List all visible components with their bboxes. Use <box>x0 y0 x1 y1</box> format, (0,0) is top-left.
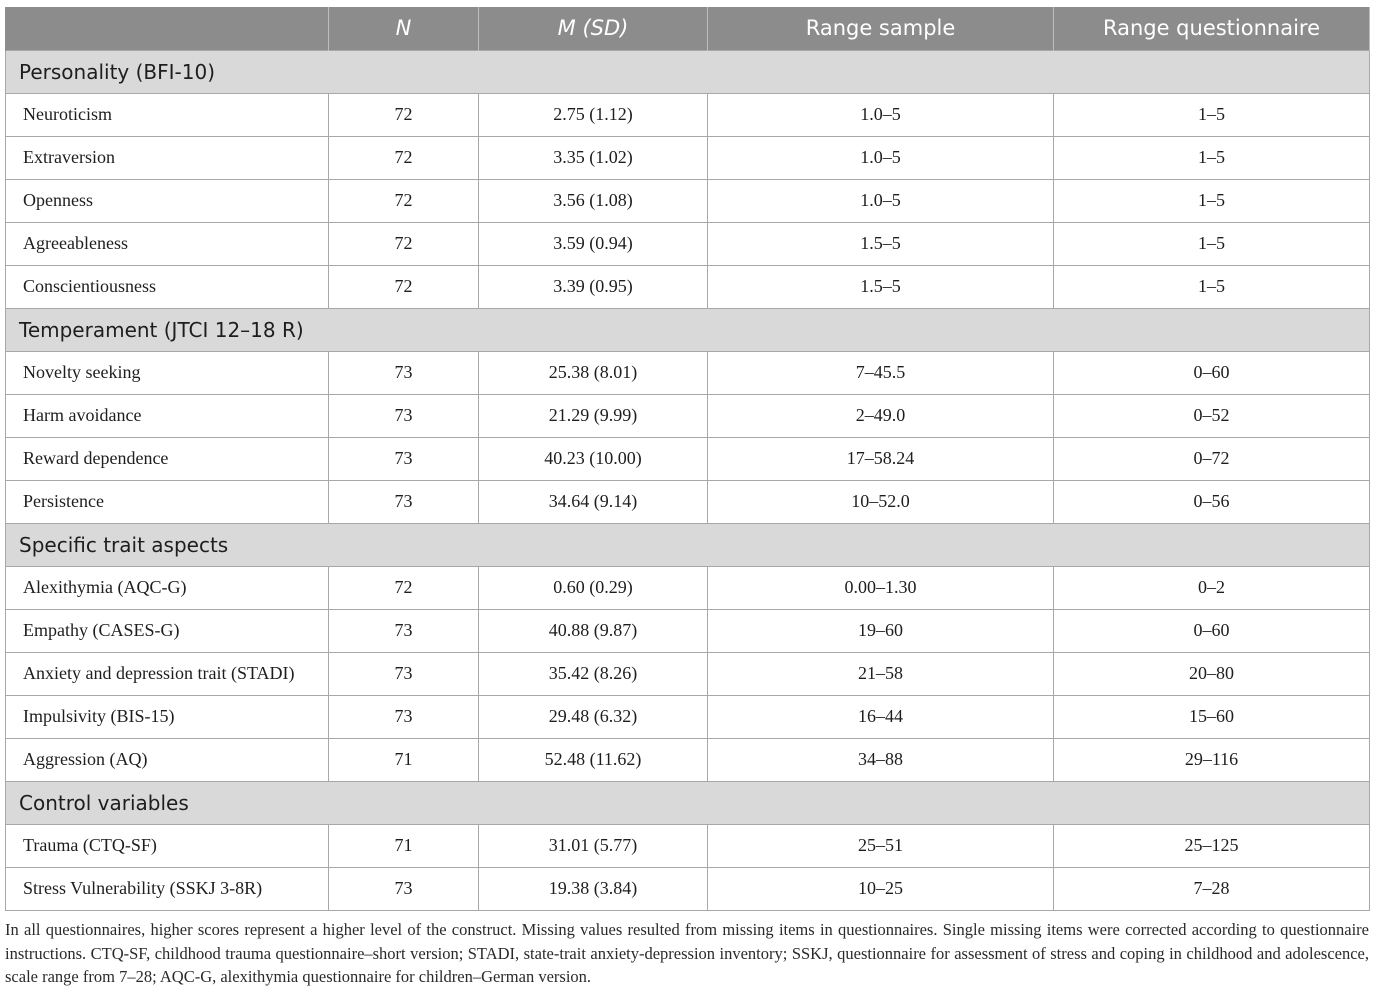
row-label: Extraversion <box>6 136 329 179</box>
cell-range-questionnaire: 0–60 <box>1054 609 1370 652</box>
table-row <box>6 480 1370 523</box>
cell-mean-sd: 19.38 (3.84) <box>479 867 708 910</box>
cell-range-questionnaire: 7–28 <box>1054 867 1370 910</box>
cell-range-sample: 21–58 <box>708 652 1054 695</box>
table-row <box>6 93 1370 136</box>
cell-mean-sd: 3.59 (0.94) <box>479 222 708 265</box>
table-row <box>6 824 1370 867</box>
cell-mean-sd: 29.48 (6.32) <box>479 695 708 738</box>
cell-n: 72 <box>329 179 479 222</box>
cell-n: 73 <box>329 394 479 437</box>
cell-range-sample: 1.0–5 <box>708 136 1054 179</box>
cell-mean-sd: 3.35 (1.02) <box>479 136 708 179</box>
cell-range-sample: 7–45.5 <box>708 351 1054 394</box>
cell-range-questionnaire: 0–60 <box>1054 351 1370 394</box>
cell-range-sample: 1.5–5 <box>708 222 1054 265</box>
row-label: Openness <box>6 179 329 222</box>
row-label: Aggression (AQ) <box>6 738 329 781</box>
cell-n: 72 <box>329 93 479 136</box>
cell-range-sample: 2–49.0 <box>708 394 1054 437</box>
cell-n: 71 <box>329 824 479 867</box>
table-row <box>6 867 1370 910</box>
cell-mean-sd: 31.01 (5.77) <box>479 824 708 867</box>
cell-n: 73 <box>329 652 479 695</box>
cell-range-sample: 16–44 <box>708 695 1054 738</box>
row-label: Stress Vulnerability (SSKJ 3-8R) <box>6 867 329 910</box>
table-row <box>6 222 1370 265</box>
cell-range-questionnaire: 1–5 <box>1054 222 1370 265</box>
table-row <box>6 136 1370 179</box>
row-label: Trauma (CTQ-SF) <box>6 824 329 867</box>
cell-mean-sd: 21.29 (9.99) <box>479 394 708 437</box>
cell-range-questionnaire: 29–116 <box>1054 738 1370 781</box>
section-title: Temperament (JTCI 12–18 R) <box>6 308 1370 351</box>
cell-mean-sd: 25.38 (8.01) <box>479 351 708 394</box>
cell-mean-sd: 35.42 (8.26) <box>479 652 708 695</box>
cell-range-questionnaire: 1–5 <box>1054 93 1370 136</box>
cell-range-questionnaire: 1–5 <box>1054 265 1370 308</box>
table-header <box>6 7 1370 50</box>
cell-range-sample: 17–58.24 <box>708 437 1054 480</box>
section-title: Personality (BFI-10) <box>6 50 1370 93</box>
cell-range-sample: 10–25 <box>708 867 1054 910</box>
cell-range-questionnaire: 20–80 <box>1054 652 1370 695</box>
cell-range-questionnaire: 0–72 <box>1054 437 1370 480</box>
table-row <box>6 609 1370 652</box>
cell-n: 73 <box>329 867 479 910</box>
cell-mean-sd: 34.64 (9.14) <box>479 480 708 523</box>
cell-n: 72 <box>329 222 479 265</box>
table-row <box>6 265 1370 308</box>
row-label: Impulsivity (BIS-15) <box>6 695 329 738</box>
cell-range-sample: 25–51 <box>708 824 1054 867</box>
cell-mean-sd: 0.60 (0.29) <box>479 566 708 609</box>
table-body <box>6 50 1370 910</box>
table-row <box>6 437 1370 480</box>
row-label: Anxiety and depression trait (STADI) <box>6 652 329 695</box>
row-label: Persistence <box>6 480 329 523</box>
descriptive-statistics-table-container <box>5 7 1369 911</box>
cell-range-questionnaire: 0–56 <box>1054 480 1370 523</box>
cell-range-questionnaire: 0–2 <box>1054 566 1370 609</box>
cell-n: 73 <box>329 609 479 652</box>
cell-range-questionnaire: 0–52 <box>1054 394 1370 437</box>
cell-range-sample: 1.0–5 <box>708 179 1054 222</box>
cell-mean-sd: 3.39 (0.95) <box>479 265 708 308</box>
cell-range-sample: 1.0–5 <box>708 93 1054 136</box>
cell-range-questionnaire: 25–125 <box>1054 824 1370 867</box>
cell-range-sample: 1.5–5 <box>708 265 1054 308</box>
section-header-row <box>6 523 1370 566</box>
cell-n: 71 <box>329 738 479 781</box>
cell-range-sample: 0.00–1.30 <box>708 566 1054 609</box>
header-range-questionnaire: Range questionnaire <box>1054 7 1370 50</box>
cell-n: 73 <box>329 351 479 394</box>
cell-n: 72 <box>329 566 479 609</box>
header-row <box>6 7 1370 50</box>
table-row <box>6 738 1370 781</box>
row-label: Agreeableness <box>6 222 329 265</box>
row-label: Reward dependence <box>6 437 329 480</box>
cell-n: 73 <box>329 480 479 523</box>
cell-mean-sd: 40.88 (9.87) <box>479 609 708 652</box>
cell-n: 73 <box>329 695 479 738</box>
header-label-column <box>6 7 329 50</box>
cell-mean-sd: 3.56 (1.08) <box>479 179 708 222</box>
descriptive-statistics-table <box>5 7 1370 911</box>
cell-mean-sd: 52.48 (11.62) <box>479 738 708 781</box>
cell-range-sample: 19–60 <box>708 609 1054 652</box>
cell-range-questionnaire: 1–5 <box>1054 136 1370 179</box>
row-label: Novelty seeking <box>6 351 329 394</box>
table-row <box>6 695 1370 738</box>
cell-range-sample: 10–52.0 <box>708 480 1054 523</box>
table-row <box>6 652 1370 695</box>
cell-n: 72 <box>329 136 479 179</box>
row-label: Neuroticism <box>6 93 329 136</box>
header-mean-sd: M (SD) <box>479 7 708 50</box>
section-title: Specific trait aspects <box>6 523 1370 566</box>
header-range-sample: Range sample <box>708 7 1054 50</box>
row-label: Alexithymia (AQC-G) <box>6 566 329 609</box>
section-title: Control variables <box>6 781 1370 824</box>
section-header-row <box>6 781 1370 824</box>
row-label: Empathy (CASES-G) <box>6 609 329 652</box>
section-header-row <box>6 308 1370 351</box>
cell-mean-sd: 2.75 (1.12) <box>479 93 708 136</box>
cell-n: 72 <box>329 265 479 308</box>
table-footnote: In all questionnaires, higher scores represent a higher level of the construct. Missing values resulted from missing items in questionnaires. Single missing items were corrected according to questionnaire instructions. CTQ-SF, childhood trauma questionnaire–short version; STADI, state-trait anxiety-depression inventory; SSKJ, questionnaire for assessment of stress and coping in childhood and adolescence, scale range from 7–28; AQC-G, alexithymia questionnaire for children–German version. <box>5 920 1369 986</box>
cell-mean-sd: 40.23 (10.00) <box>479 437 708 480</box>
table-row <box>6 394 1370 437</box>
cell-range-questionnaire: 1–5 <box>1054 179 1370 222</box>
cell-n: 73 <box>329 437 479 480</box>
row-label: Harm avoidance <box>6 394 329 437</box>
row-label: Conscientiousness <box>6 265 329 308</box>
section-header-row <box>6 50 1370 93</box>
table-row <box>6 179 1370 222</box>
cell-range-sample: 34–88 <box>708 738 1054 781</box>
table-row <box>6 351 1370 394</box>
cell-range-questionnaire: 15–60 <box>1054 695 1370 738</box>
table-row <box>6 566 1370 609</box>
header-n: N <box>329 7 479 50</box>
